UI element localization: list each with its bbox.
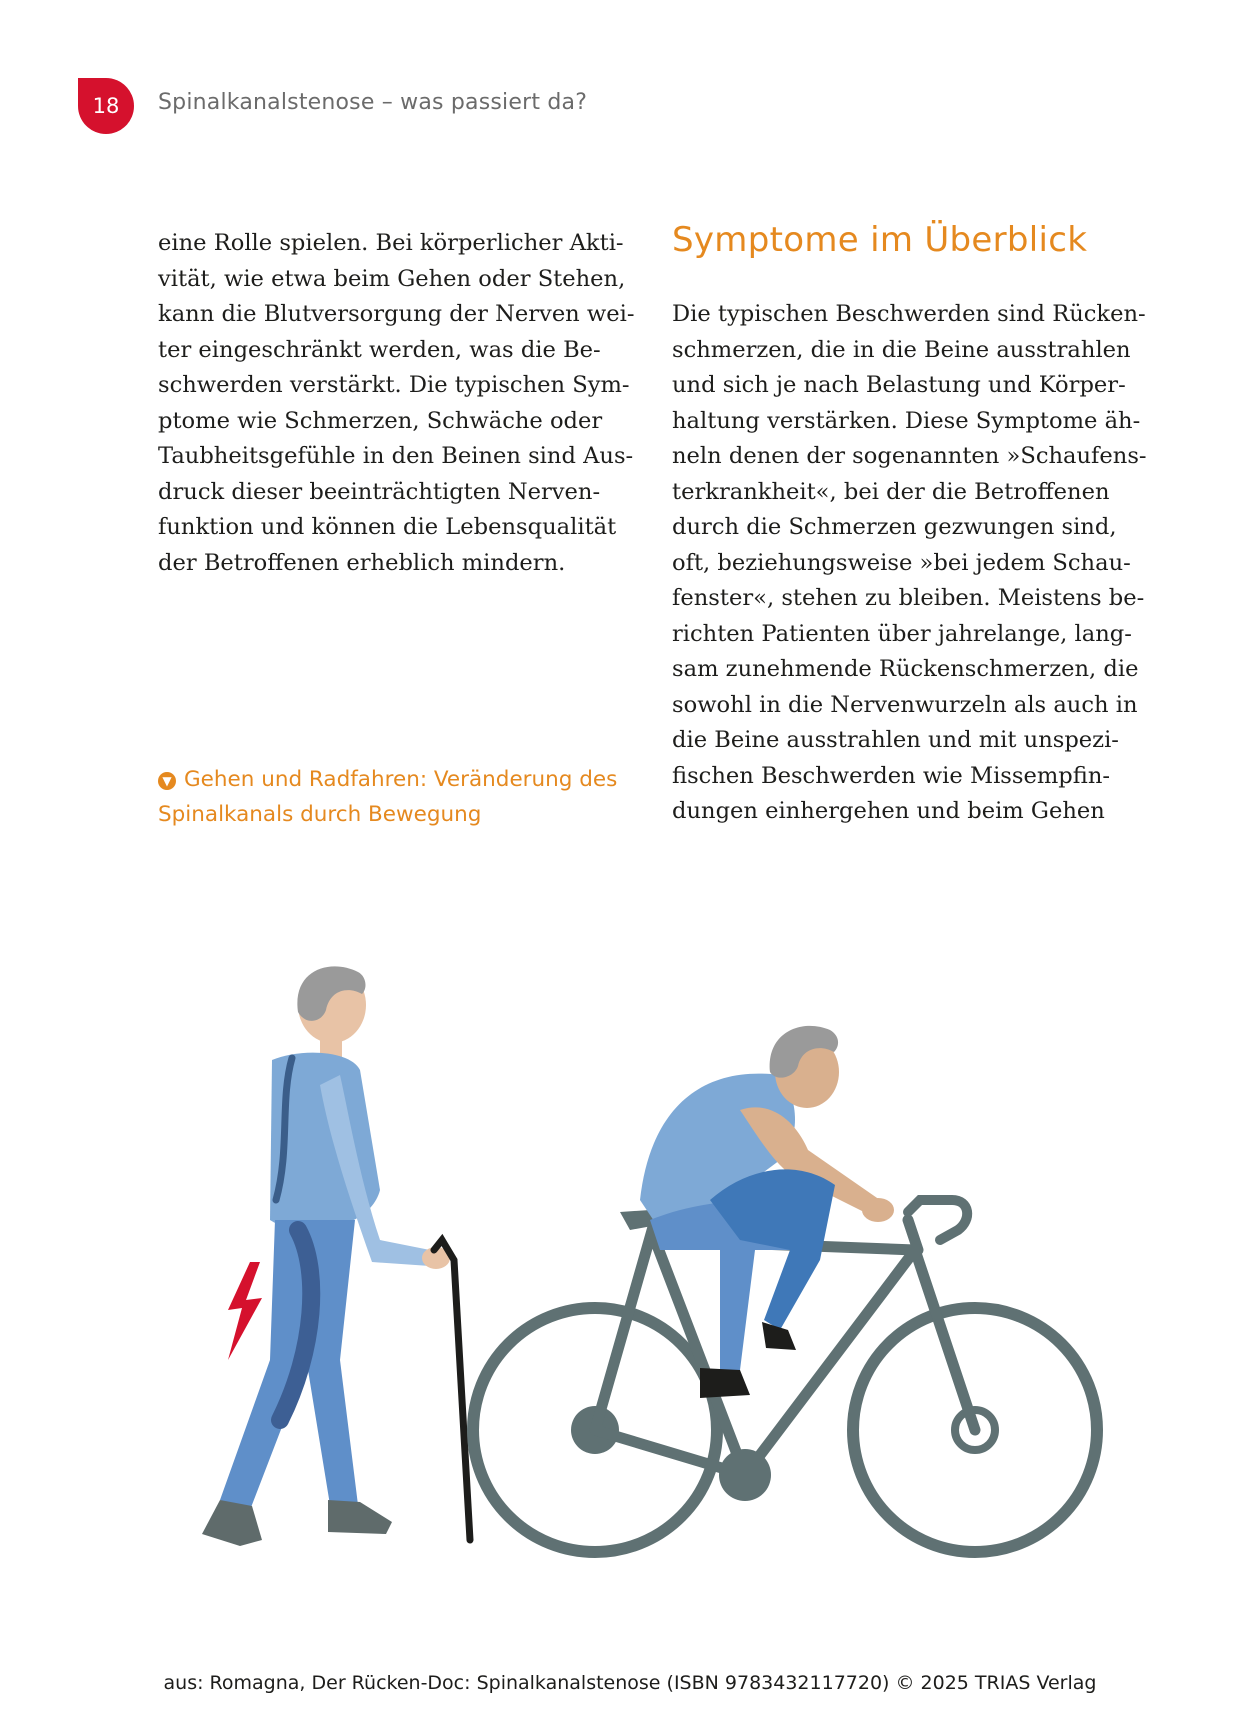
text-line: ptome wie Schmerzen, Schwäche oder	[158, 407, 603, 434]
text-line: die Beine ausstrahlen und mit unspezi-	[672, 727, 1119, 753]
running-title: Spinalkanalstenose – was passiert da?	[158, 90, 588, 115]
chevron-down-icon: ▼	[158, 772, 176, 790]
text-line: funktion und können die Lebensqualität	[158, 514, 617, 540]
text-line: oft, beziehungsweise »bei jedem Schau-	[672, 549, 1131, 576]
text-line: ter eingeschränkt werden, was die Be-	[158, 336, 601, 363]
cyclist-rear-shoe	[700, 1368, 750, 1398]
body-text-right	[672, 297, 1147, 830]
text-line: neln denen der sogenannten »Schaufens-	[672, 443, 1147, 469]
text-line: haltung verstärken. Diese Symptome äh-	[672, 407, 1141, 434]
walking-man-legs	[220, 1220, 358, 1510]
walking-man-front-shoe	[328, 1500, 392, 1534]
text-line: der Betroffenen erheblich mindern.	[158, 549, 566, 576]
text-line: und sich je nach Belastung und Körper-	[672, 372, 1126, 398]
text-line: Taubheitsgefühle in den Beinen sind Aus-	[158, 443, 634, 469]
walking-man-rear-shoe	[202, 1500, 262, 1546]
text-line: druck dieser beeinträchtigten Nerven-	[158, 478, 601, 505]
body-text-left	[158, 226, 635, 581]
text-line: dungen einhergehen und beim Gehen	[672, 798, 1105, 824]
section-heading: Symptome im Überblick	[672, 220, 1088, 260]
bike-crank	[719, 1449, 771, 1501]
text-line: fischen Beschwerden wie Missempfin-	[672, 762, 1111, 789]
text-line: sam zunehmende Rückenschmerzen, die	[672, 656, 1139, 682]
text-line: Die typischen Beschwerden sind Rücken-	[672, 301, 1146, 327]
text-line: vität, wie etwa beim Gehen oder Stehen,	[158, 265, 626, 292]
cyclist-figure	[473, 1026, 1097, 1552]
pain-lightning-icon	[228, 1262, 262, 1360]
text-line: eine Rolle spielen. Bei körperlicher Akti-	[158, 230, 624, 256]
page-number: 18	[92, 94, 120, 118]
text-line: schwerden verstärkt. Die typischen Sym-	[158, 372, 630, 398]
caption-line: Spinalkanals durch Bewegung	[158, 802, 482, 827]
caption-line: Gehen und Radfahren: Veränderung des	[184, 767, 618, 792]
figure-caption	[158, 762, 638, 832]
text-line: kann die Blutversorgung der Nerven wei-	[158, 301, 635, 327]
source-footer: aus: Romagna, Der Rücken-Doc: Spinalkanalstenose (ISBN 9783432117720) © 2025 TRIAS Verlag	[163, 1672, 1097, 1694]
text-line: fenster«, stehen zu bleiben. Meistens be-	[672, 585, 1145, 611]
walking-and-cycling-illustration	[180, 950, 1120, 1590]
page-number-badge	[78, 78, 134, 134]
walking-cane	[434, 1240, 470, 1540]
walking-man-figure	[202, 966, 470, 1546]
cyclist-hand	[862, 1198, 894, 1222]
text-line: terkrankheit«, bei der die Betroffenen	[672, 478, 1110, 505]
text-line: sowohl in die Nervenwurzeln als auch in	[672, 691, 1138, 718]
text-line: richten Patienten über jahrelange, lang-	[672, 620, 1132, 647]
text-line: schmerzen, die in die Beine ausstrahlen	[672, 336, 1131, 363]
text-line: durch die Schmerzen gezwungen sind,	[672, 514, 1117, 540]
